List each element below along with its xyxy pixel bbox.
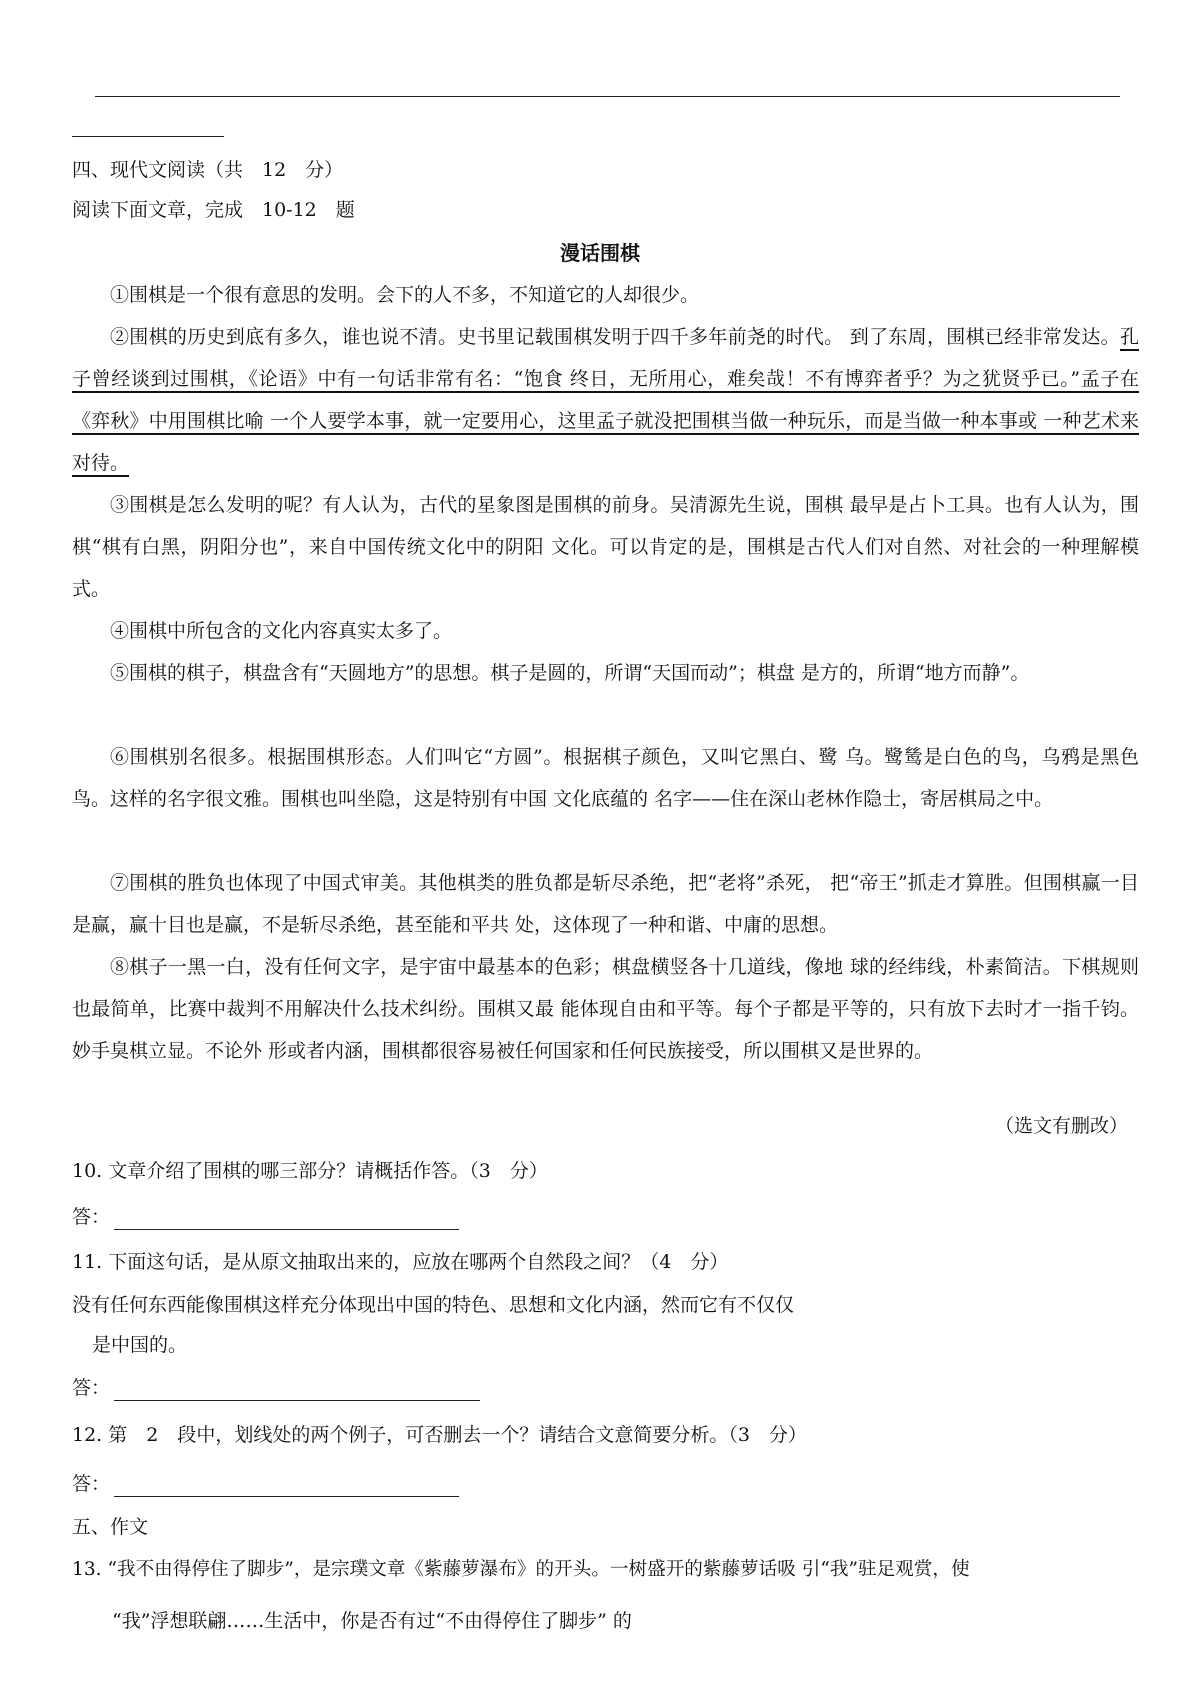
answer-10-row — [72, 1204, 459, 1230]
article-title: 漫话围棋 — [560, 241, 640, 265]
question-11: 11. 下面这句话，是从原文抽取出来的，应放在哪两个自然段之间？（4 分） — [72, 1251, 729, 1273]
paragraph-5: ⑤围棋的棋子，棋盘含有“天圆地方”的思想。棋子是圆的，所谓“天国而动”；棋盘 是方的，所谓“地方而静”。 — [110, 662, 1030, 684]
answer-11-blank[interactable] — [114, 1378, 480, 1401]
question-10: 10. 文章介绍了围棋的哪三部分？请概括作答。（3 分） — [72, 1160, 548, 1182]
source-note: （选文有删改） — [994, 1115, 1128, 1137]
paragraph-3: ③围棋是怎么发明的呢？有人认为，古代的星象图是围棋的前身。吴清源先生说，围棋 最早是占卜工具。也有人认为，围棋“棋有白黑，阴阳分也”，来自中国传统文化中的阴阳 文化。可以肯定的是，围棋是古代人们对自然、对社会的一种理解模式。 — [72, 494, 1139, 600]
answer-12-label: 答： — [72, 1473, 111, 1495]
answer-10-blank[interactable] — [114, 1207, 459, 1230]
paragraph-4: ④围棋中所包含的文化内容真实太多了。 — [110, 620, 453, 642]
question-13-line1: 13. “我不由得停住了脚步”，是宗璞文章《紫藤萝瀑布》的开头。一树盛开的紫藤萝话吸 引“我”驻足观赏，使 — [72, 1559, 970, 1580]
header-rule — [95, 96, 1120, 97]
answer-11-row — [72, 1375, 480, 1401]
section4-instruction: 阅读下面文章，完成 10-12 题 — [72, 199, 355, 221]
paragraph-8: ⑧棋子一黑一白，没有任何文字，是宇宙中最基本的色彩；棋盘横竖各十几道线，像地 球的经纬线，朴素简洁。下棋规则也最简单，比赛中裁判不用解决什么技术纠纷。围棋又最 能体现自由和平等。每个子都是平等的，只有放下去时才一指千钧。妙手臭棋立显。不论外 形或者内涵，围棋都很容易被任何国家和任何民族接受，所以围棋又是世界的。 — [72, 956, 1139, 1062]
answer-12-row — [72, 1471, 459, 1497]
question-11-quote-line1: 没有任何东西能像围棋这样充分体现出中国的特色、思想和文化内涵，然而它有不仅仅 — [72, 1294, 795, 1316]
answer-11-label: 答： — [72, 1377, 111, 1399]
paragraph-7: ⑦围棋的胜负也体现了中国式审美。其他棋类的胜负都是斩尽杀绝，把“老将”杀死， 把“帝王”抓走才算胜。但围棋赢一目是赢，赢十目也是赢，不是斩尽杀绝，甚至能和平共 处，这体现了一种和谐、中庸的思想。 — [72, 872, 1139, 936]
paragraph-2-underlined: 孔子曾经谈到过围棋，《论语》中有一句话非常有名：“饱食 终日，无所用心，难矣哉！不有博弈者乎？为之犹贤乎已。”孟子在《弈秋》中用围棋比喻 一个人要学本事，就一定要用心，这里孟子就没把围棋当做一种玩乐，而是当做一种本事或 一种艺术来对待。 — [72, 326, 1139, 474]
section4-heading: 四、现代文阅读（共 12 分） — [72, 159, 344, 181]
question-12: 12. 第 2 段中，划线处的两个例子，可否删去一个？请结合文意简要分析。（3 分） — [72, 1424, 807, 1446]
paragraph-2-text: ②围棋的历史到底有多久，谁也说不清。史书里记载围棋发明于四千多年前尧的时代。 到了东周，围棋已经非常发达。 — [110, 326, 1120, 348]
short-rule — [72, 136, 224, 137]
paragraph-6: ⑥围棋别名很多。根据围棋形态。人们叫它“方圆”。根据棋子颜色，又叫它黑白、鹭 乌。鹭鸶是白色的鸟，乌鸦是黑色鸟。这样的名字很文雅。围棋也叫坐隐，这是特别有中国 文化底蕴的 名字——住在深山老林作隐士，寄居棋局之中。 — [72, 746, 1139, 810]
paragraph-1: ①围棋是一个很有意思的发明。会下的人不多，不知道它的人却很少。 — [110, 284, 700, 306]
answer-12-blank[interactable] — [114, 1474, 459, 1497]
section5-heading: 五、作文 — [72, 1516, 149, 1538]
answer-10-label: 答： — [72, 1206, 111, 1228]
paragraph-2 — [72, 316, 1139, 484]
question-13-line2: “我”浮想联翩……生活中，你是否有过“不由得停住了脚步” 的 — [112, 1610, 632, 1632]
question-11-quote-line2: 是中国的。 — [92, 1334, 188, 1356]
